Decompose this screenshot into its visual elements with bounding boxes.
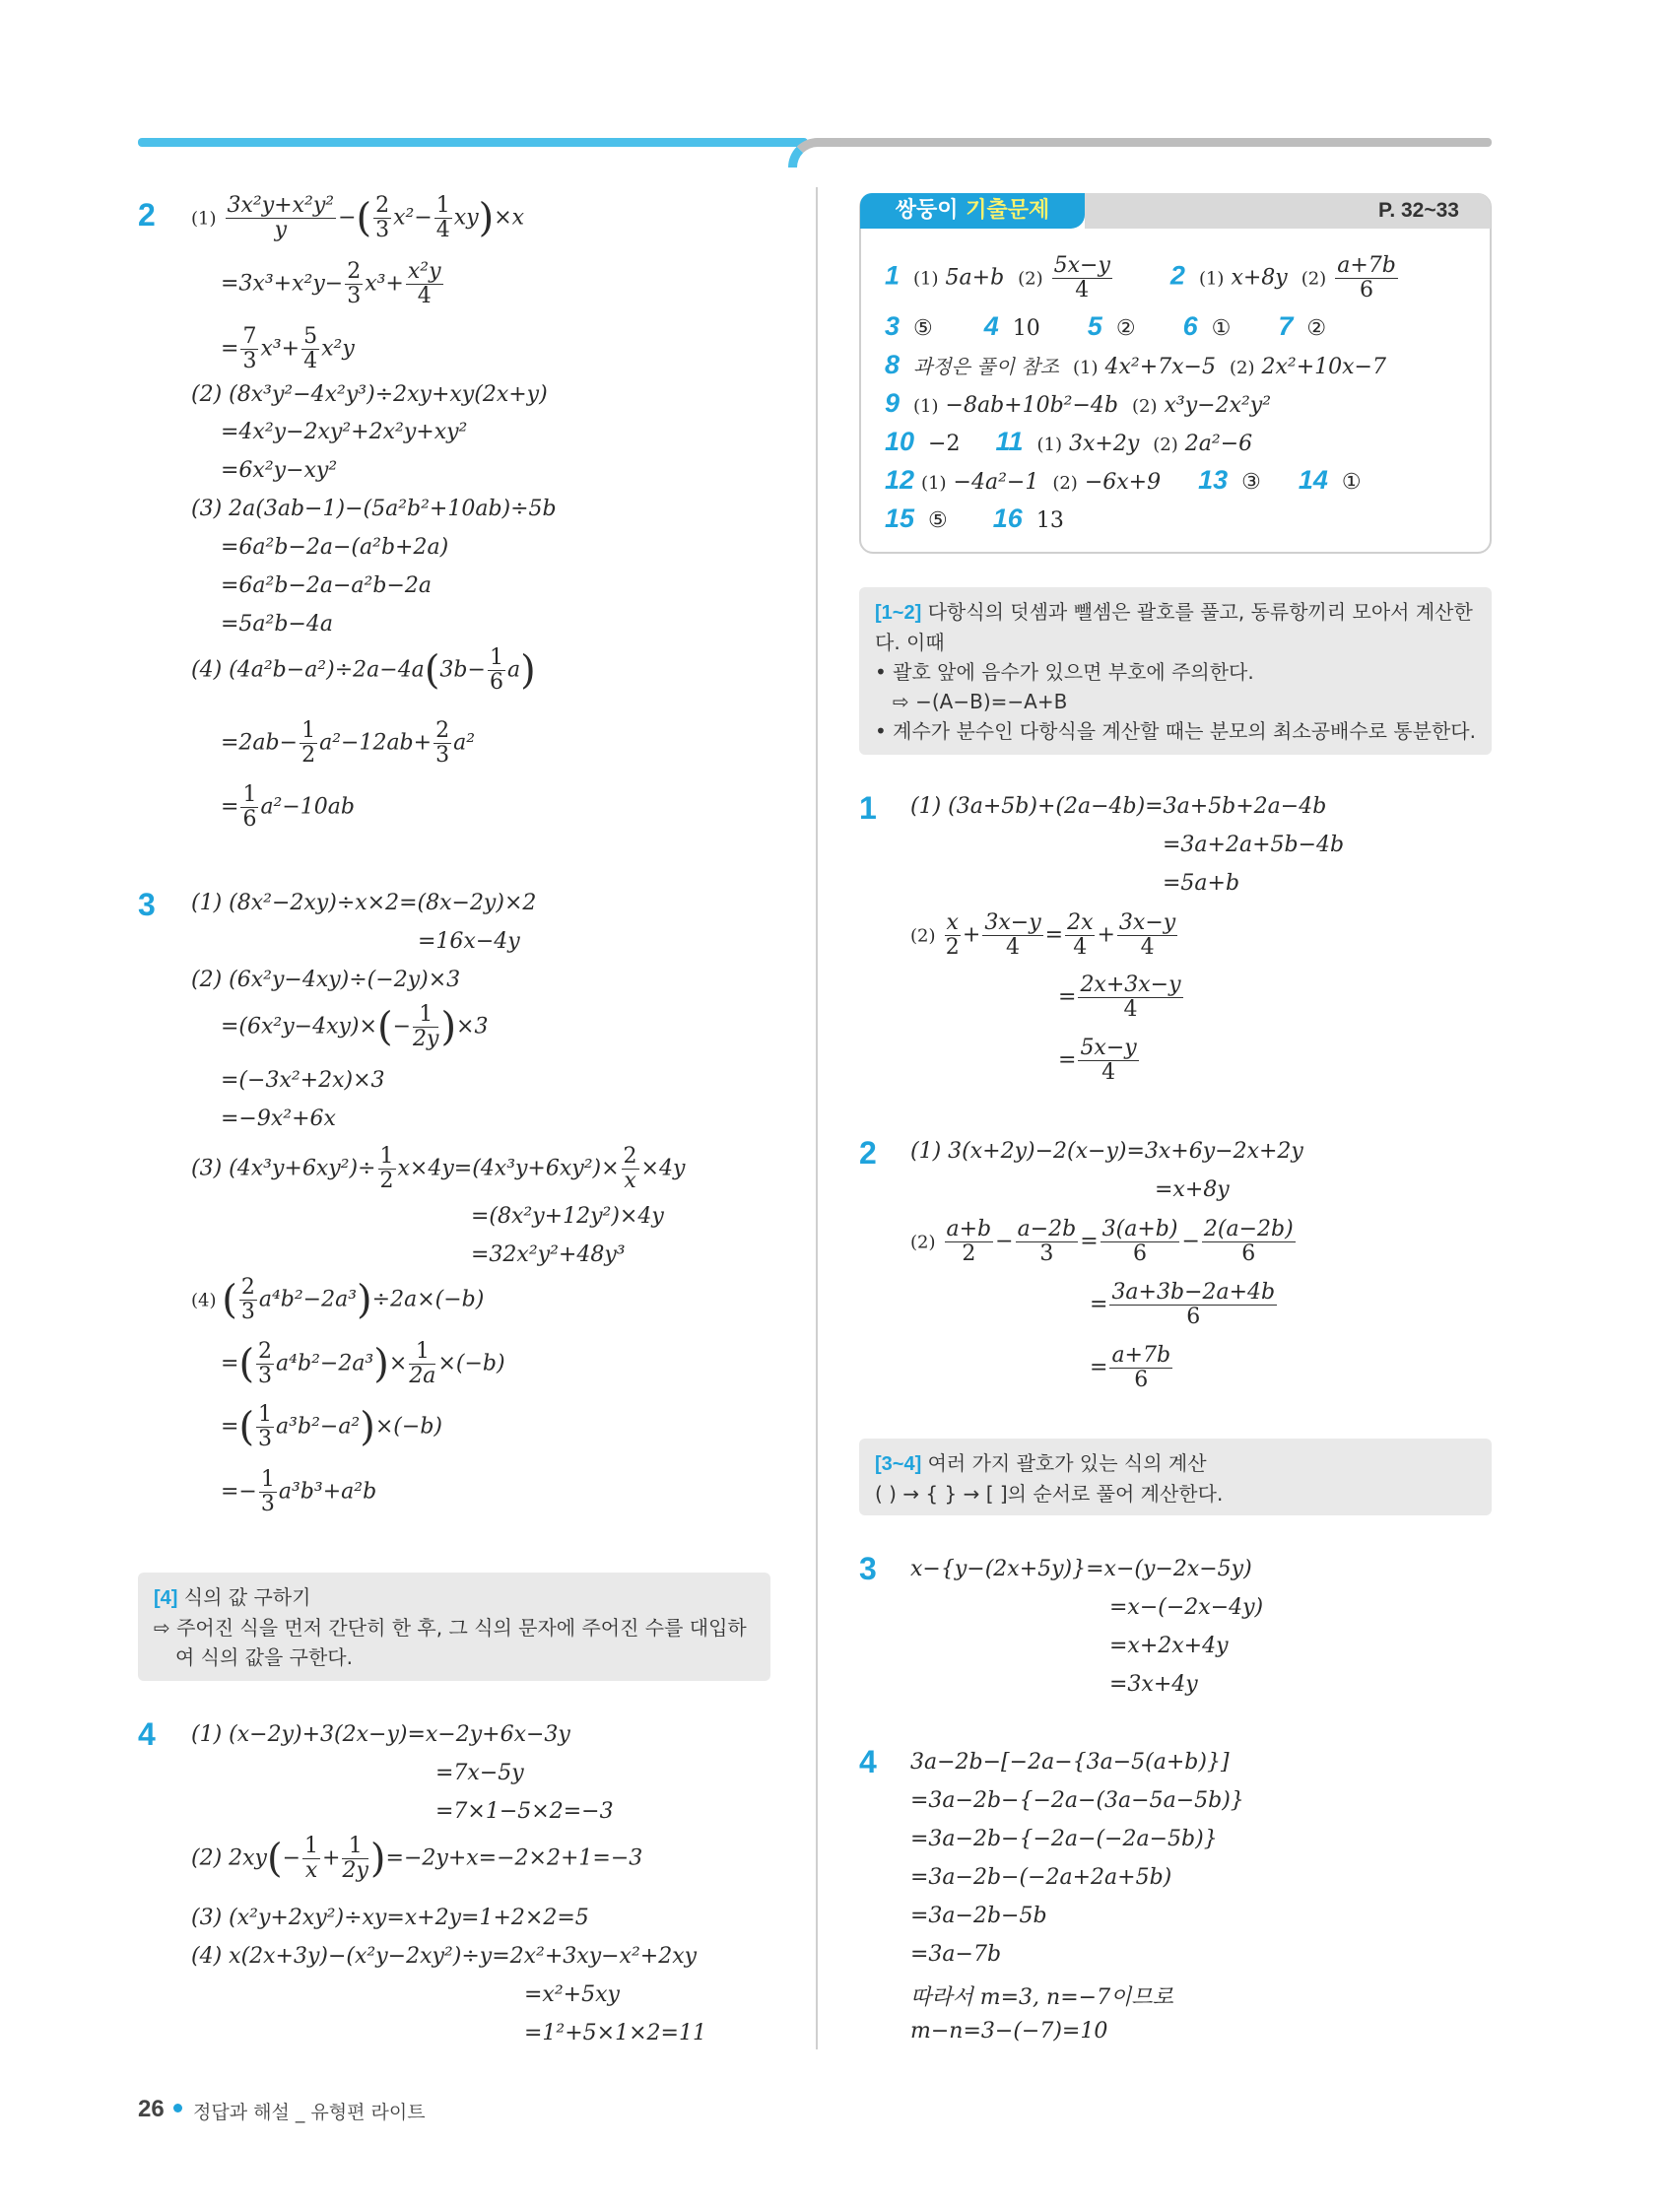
p4-line-7: =x²+5xy <box>524 1982 620 2007</box>
p4-line-5: (3) (x²y+2xy²)÷xy=x+2y=1+2×2=5 <box>191 1906 589 1930</box>
note-12-line-3: • 괄호 앞에 음수가 있으면 부호에 주의한다. <box>875 660 1254 684</box>
answer-row-3: 8 과정은 풀이 참조 (1) 4x²+7x−5 (2) 2x²+10x−7 <box>885 350 1386 379</box>
p2-line-6: =6x²y−xy² <box>221 458 338 483</box>
answer-row-1: 1 (1) 5a+b (2) $\frac{5x-y}{4}$ 2 (1) x+8y (2) $\frac{a+7b}{6}$ <box>885 253 1396 302</box>
s4-line-3: =3a−2b−{−2a−(−2a−5b)} <box>910 1827 1218 1851</box>
p2-line-13: = $\frac{1}{6}$ a²−10ab <box>221 782 355 832</box>
s1-line-2: =3a+2a+5b−4b <box>1163 833 1345 857</box>
footer-title: 정답과 해설 _ 유형편 라이트 <box>193 2102 426 2123</box>
problem-number-2: 2 <box>138 197 156 233</box>
s4-line-6: =3a−7b <box>910 1942 1002 1967</box>
p3-line-11: =( $\frac{2}{3}$ a⁴b²−2a³)× $\frac{1}{2a}$ ×(−b) <box>221 1339 505 1388</box>
p3-line-5: =(−3x²+2x)×3 <box>221 1068 385 1093</box>
s1-line-3: =5a+b <box>1163 871 1240 896</box>
s1-line-6: = $\frac{5x-y}{4}$ <box>1058 1036 1137 1085</box>
s2-line-3: (2) $\frac{a+b}{2}$ − $\frac{a-2b}{3}$ = $\frac{3(a+b)}{6}$ − $\frac{2(a-2b)}{6}$ <box>910 1217 1294 1266</box>
p2-line-11: (4) (4a²b−a²)÷2a−4a(3b− $\frac{1}{6}$ a) <box>191 645 536 695</box>
note-12-line-4: ⇨ −(A−B)=−A+B <box>893 690 1068 713</box>
s4-line-5: =3a−2b−5b <box>910 1904 1047 1928</box>
p3-line-9: =32x²y²+48y³ <box>471 1242 626 1267</box>
note-34-tag: [3~4] <box>875 1453 922 1475</box>
note-34-line-1: 여러 가지 괄호가 있는 식의 계산 <box>921 1451 1207 1475</box>
p3-line-7: (3) (4x³y+6xy²)÷ $\frac{1}{2}$ x×4y=(4x³y+6xy²)× $\frac{2}{x}$ ×4y <box>191 1144 686 1193</box>
header-bar-right <box>837 138 1492 147</box>
s4-line-2: =3a−2b−{−2a−(3a−5a−5b)} <box>910 1788 1244 1813</box>
note-box-4 <box>138 1573 770 1681</box>
answer-row-2: 3 ⑤ 4 10 5 ② 6 ① 7 ② <box>885 311 1327 341</box>
p3-line-13: =− $\frac{1}{3}$ a³b³+a²b <box>221 1467 377 1516</box>
p4-line-3: =7×1−5×2=−3 <box>435 1799 614 1824</box>
s3-line-1: x−{y−(2x+5y)}=x−(y−2x−5y) <box>910 1557 1252 1581</box>
s2-line-1: (1) 3(x+2y)−2(x−y)=3x+6y−2x+2y <box>910 1139 1303 1164</box>
p3-line-8: =(8x²y+12y²)×4y <box>471 1204 664 1229</box>
answer-row-7: 15 ⑤ 16 13 <box>885 503 1064 533</box>
s2-line-5: = $\frac{a+7b}{6}$ <box>1090 1343 1171 1392</box>
solution-number-3: 3 <box>859 1551 877 1586</box>
p4-line-1: (1) (x−2y)+3(2x−y)=x−2y+6x−3y <box>191 1722 570 1747</box>
s1-line-1: (1) (3a+5b)+(2a−4b)=3a+5b+2a−4b <box>910 794 1327 819</box>
answer-row-4: 9 (1) −8ab+10b²−4b (2) x³y−2x²y² <box>885 388 1272 418</box>
p2-line-7: (3) 2a(3ab−1)−(5a²b²+10ab)÷5b <box>191 497 557 521</box>
s2-line-4: = $\frac{3a+3b-2a+4b}{6}$ <box>1090 1280 1276 1329</box>
s1-line-5: = $\frac{2x+3x-y}{4}$ <box>1058 972 1181 1022</box>
p3-line-2: =16x−4y <box>418 929 520 954</box>
answer-box-pages: P. 32~33 <box>1378 199 1459 222</box>
note-34-line-2: ( ) → { } → [ ]의 순서로 풀어 계산한다. <box>875 1482 1224 1506</box>
p4-line-4: (2) 2xy(− $\frac{1}{x}$ + $\frac{1}{2y}$ )=−2y+x=−2×2+1=−3 <box>191 1834 643 1883</box>
solution-number-1: 1 <box>859 790 877 826</box>
p3-line-6: =−9x²+6x <box>221 1106 336 1131</box>
s3-line-4: =3x+4y <box>1109 1672 1198 1697</box>
note-4-line-2: ⇨ 주어진 식을 먼저 간단히 한 후, 그 식의 문자에 주어진 수를 대입하 <box>154 1616 747 1640</box>
answer-box-title: 쌍둥이 기출문제 <box>860 193 1085 229</box>
problem-number-4: 4 <box>138 1716 156 1752</box>
s4-line-7: 따라서 m=3, n=−7이므로 <box>910 1985 1173 2010</box>
p2-line-8: =6a²b−2a−(a²b+2a) <box>221 535 449 560</box>
s3-line-3: =x+2x+4y <box>1109 1634 1229 1658</box>
p3-line-10: (4) ( $\frac{2}{3}$ a⁴b²−2a³)÷2a×(−b) <box>191 1275 485 1324</box>
note-12-tag: [1~2] <box>875 602 922 624</box>
p2-line-3: = $\frac{7}{3}$ x³+ $\frac{5}{4}$ x²y <box>221 324 355 373</box>
s3-line-2: =x−(−2x−4y) <box>1109 1595 1264 1620</box>
s4-line-8: m−n=3−(−7)=10 <box>910 2019 1108 2044</box>
note-4-line-3: 여 식의 값을 구한다. <box>175 1645 353 1669</box>
p4-line-2: =7x−5y <box>435 1761 524 1785</box>
solution-number-4: 4 <box>859 1744 877 1779</box>
page-number: 26 <box>138 2096 165 2122</box>
note-4-line-1: 식의 값 구하기 <box>177 1585 311 1609</box>
solution-number-2: 2 <box>859 1135 877 1171</box>
p3-line-4: =(6x²y−4xy)×(− $\frac{1}{2y}$ )×3 <box>221 1002 489 1051</box>
problem-number-3: 3 <box>138 887 156 922</box>
answer-row-6: 12 (1) −4a²−1 (2) −6x+9 13 ③ 14 ① <box>885 465 1362 495</box>
p4-line-6: (4) x(2x+3y)−(x²y−2xy²)÷y=2x²+3xy−x²+2xy <box>191 1944 698 1969</box>
note-12-line-5: • 계수가 분수인 다항식을 계산할 때는 분모의 최소공배수로 통분한다. <box>875 719 1476 743</box>
note-12-line-2: 다. 이때 <box>875 631 945 654</box>
p2-line-4: (2) (8x³y²−4x²y³)÷2xy+xy(2x+y) <box>191 382 548 407</box>
s2-line-2: =x+8y <box>1155 1177 1230 1202</box>
p3-line-1: (1) (8x²−2xy)÷x×2=(8x−2y)×2 <box>191 891 537 915</box>
s4-line-4: =3a−2b−(−2a+2a+5b) <box>910 1865 1172 1890</box>
p2-line-5: =4x²y−2xy²+2x²y+xy² <box>221 420 468 444</box>
p2-line-2: =3x³+x²y− $\frac{2}{3}$ x³+ $\frac{\text{x²y}}{4}$ <box>221 259 441 308</box>
note-box-1-2 <box>859 587 1492 755</box>
note-12-line-1: 다항식의 덧셈과 뺄셈은 괄호를 풀고, 동류항끼리 모아서 계산한 <box>921 600 1473 624</box>
p3-line-12: =( $\frac{1}{3}$ a³b²−a²)×(−b) <box>221 1402 442 1451</box>
p2-line-12: =2ab− $\frac{1}{2}$ a²−12ab+ $\frac{2}{3}$ a² <box>221 718 476 768</box>
p2-line-10: =5a²b−4a <box>221 612 333 637</box>
header-bar-left <box>138 138 808 147</box>
note-4-tag: [4] <box>154 1587 178 1609</box>
p2-line-9: =6a²b−2a−a²b−2a <box>221 573 432 598</box>
p2-line-1: (1) $\frac{\text{3x²y+x²y²}}{y}$ −( $\frac{2}{3}$ x²− $\frac{1}{4}$ xy)×x <box>191 193 525 242</box>
s1-line-4: (2) $\frac{x}{2}$ + $\frac{3x-y}{4}$ = $\frac{2x}{4}$ + $\frac{3x-y}{4}$ <box>910 910 1176 960</box>
p4-line-8: =1²+5×1×2=11 <box>524 2021 706 2045</box>
s4-line-1: 3a−2b−[−2a−{3a−5(a+b)}] <box>910 1750 1230 1775</box>
note-box-3-4 <box>859 1439 1492 1515</box>
column-divider <box>816 187 818 2049</box>
answer-row-5: 10 −2 11 (1) 3x+2y (2) 2a²−6 <box>885 427 1253 456</box>
p3-line-3: (2) (6x²y−4xy)÷(−2y)×3 <box>191 968 461 992</box>
footer-dot-icon <box>173 2104 182 2112</box>
